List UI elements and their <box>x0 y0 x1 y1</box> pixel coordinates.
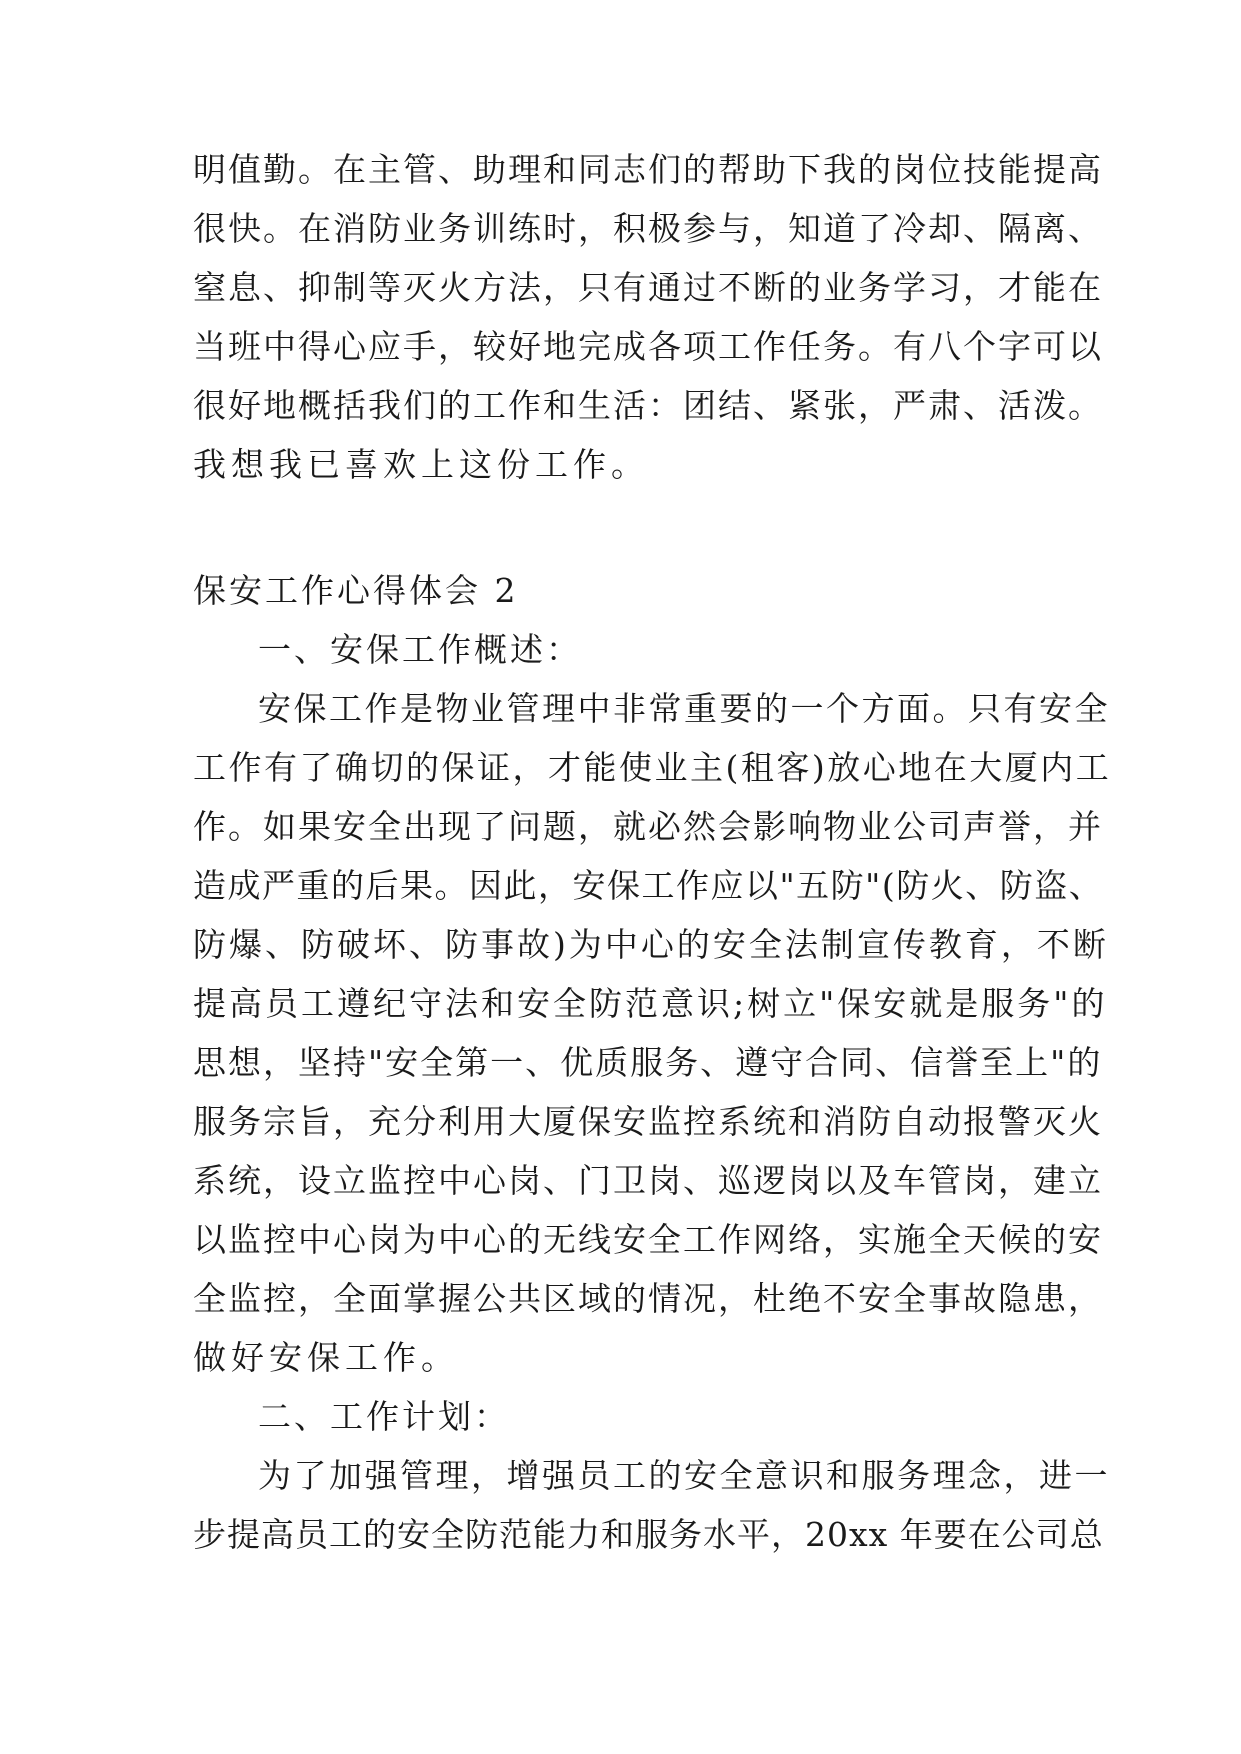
body-text-line: 做好安保工作。 <box>193 1338 459 1377</box>
body-text-line: 工作有了确切的保证，才能使业主(租客)放心地在大厦内工 <box>193 748 1112 787</box>
body-text-line: 造成严重的后果。因此，安保工作应以"五防"(防火、防盗、 <box>193 866 1104 905</box>
body-text-line: 很好地概括我们的工作和生活：团结、紧张，严肃、活泼。 <box>193 386 1103 425</box>
body-text-line: 为了加强管理，增强员工的安全意识和服务理念，进一 <box>258 1456 1110 1495</box>
body-text-line: 很快。在消防业务训练时，积极参与，知道了冷却、隔离、 <box>193 209 1103 248</box>
section-title: 保安工作心得体会 2 <box>193 571 519 610</box>
heading-overview: 一、安保工作概述： <box>258 630 582 669</box>
body-text-line: 当班中得心应手，较好地完成各项工作任务。有八个字可以 <box>193 327 1103 366</box>
body-text-line: 防爆、防破坏、防事故)为中心的安全法制宣传教育，不断 <box>193 925 1109 964</box>
body-text-line: 明值勤。在主管、助理和同志们的帮助下我的岗位技能提高 <box>193 150 1103 189</box>
body-text-line: 提高员工遵纪守法和安全防范意识;树立"保安就是服务"的 <box>193 984 1108 1023</box>
body-text-line: 以监控中心岗为中心的无线安全工作网络，实施全天候的安 <box>193 1220 1103 1259</box>
body-text-line: 步提高员工的安全防范能力和服务水平，20xx 年要在公司总 <box>193 1515 1104 1554</box>
body-text-line: 服务宗旨，充分利用大厦保安监控系统和消防自动报警灭火 <box>193 1102 1103 1141</box>
body-text-line: 思想，坚持"安全第一、优质服务、遵守合同、信誉至上"的 <box>193 1043 1103 1082</box>
body-text-line: 窒息、抑制等灭火方法，只有通过不断的业务学习，才能在 <box>193 268 1103 307</box>
body-text-line: 系统，设立监控中心岗、门卫岗、巡逻岗以及车管岗，建立 <box>193 1161 1103 1200</box>
body-text-line: 作。如果安全出现了问题，就必然会影响物业公司声誉，并 <box>193 807 1103 846</box>
body-text-line: 安保工作是物业管理中非常重要的一个方面。只有安全 <box>258 689 1110 728</box>
body-text-line: 我想我已喜欢上这份工作。 <box>193 445 649 484</box>
heading-work-plan: 二、工作计划： <box>258 1397 510 1436</box>
body-text-line: 全监控，全面掌握公共区域的情况，杜绝不安全事故隐患， <box>193 1279 1103 1318</box>
